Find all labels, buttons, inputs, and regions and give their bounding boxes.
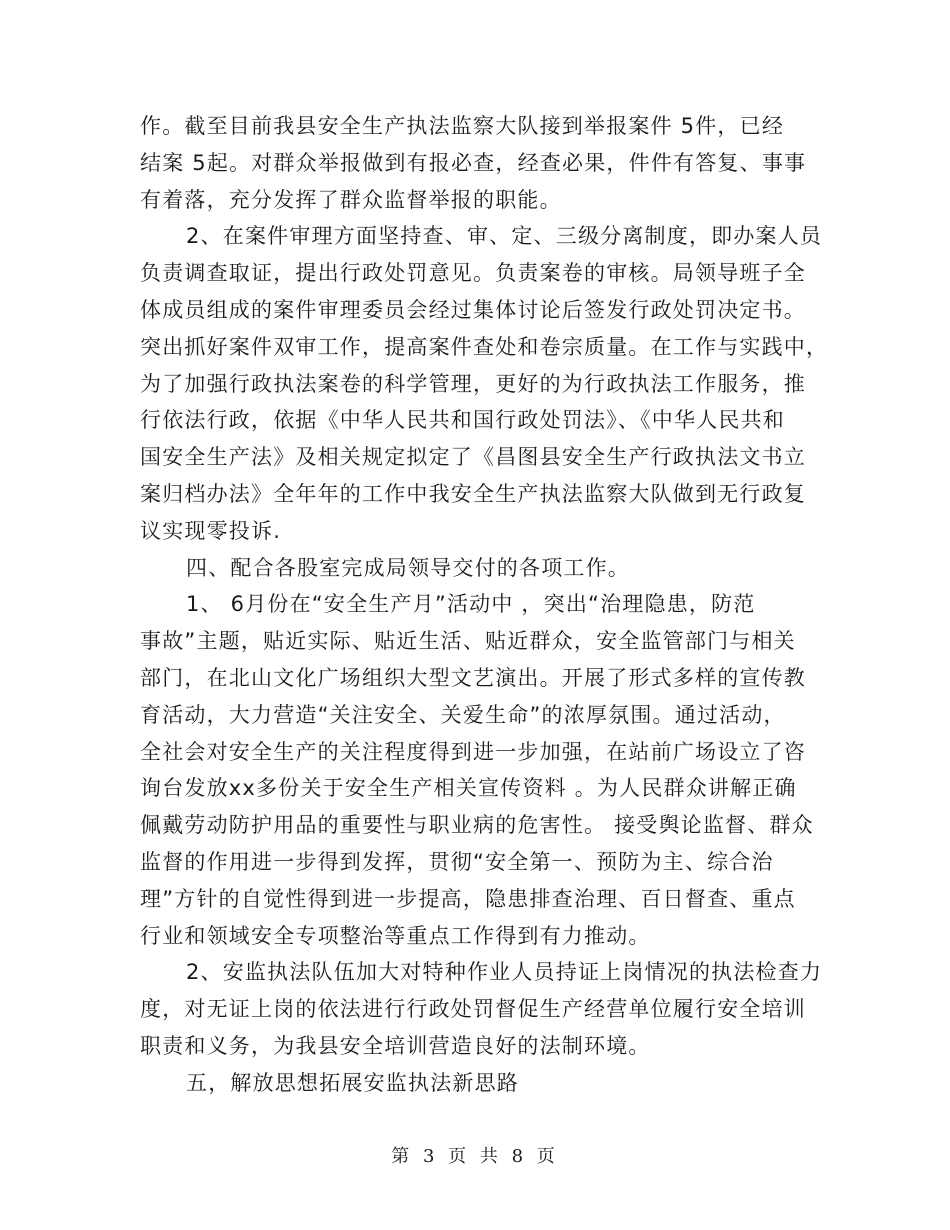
body-line: 体成员组成的案件审理委员会经过集体讨论后签发行政处罚决定书。 xyxy=(140,297,806,322)
body-line: 全社会对安全生产的关注程度得到进一步加强，在站前广场设立了咨 xyxy=(140,739,806,764)
document-body xyxy=(140,108,829,1102)
body-line: 有着落，充分发挥了群众监督举报的职能。 xyxy=(140,187,562,212)
body-line: 负责调查取证，提出行政处罚意见。负责案卷的审核。局领导班子全 xyxy=(140,261,806,286)
paragraph-start-line: 2、在案件审理方面坚持查、审、定、三级分离制度，即办案人员 xyxy=(186,224,823,249)
body-line: 案归档办法》全年年的工作中我安全生产执法监察大队做到无行政复 xyxy=(140,481,806,506)
body-line: 突出抓好案件双审工作，提高案件查处和卷宗质量。在工作与实践中， xyxy=(140,334,829,359)
body-line: 佩戴劳动防护用品的重要性与职业病的危害性。 接受舆论监督、群众 xyxy=(140,813,814,838)
body-line: 为了加强行政执法案卷的科学管理，更好的为行政执法工作服务，推 xyxy=(140,371,806,396)
body-line: 行依法行政，依据《中华人民共和国行政处罚法》、《中华人民共和 xyxy=(140,408,785,433)
paragraph-start-line: 2、安监执法队伍加大对特种作业人员持证上岗情况的执法检查力 xyxy=(186,960,823,985)
body-line: 部门，在北山文化广场组织大型文艺演出。开展了形式多样的宣传教 xyxy=(140,665,806,690)
body-line: 理”方针的自觉性得到进一步提高，隐患排查治理、百日督查、重点 xyxy=(140,886,796,911)
body-line: 度，对无证上岗的依法进行行政处罚督促生产经营单位履行安全培训 xyxy=(140,997,806,1022)
page-number-footer: 第 3 页 共 8 页 xyxy=(391,1146,559,1167)
body-line: 议实现零投诉. xyxy=(140,518,282,543)
section-heading: 四、配合各股室完成局领导交付的各项工作。 xyxy=(186,555,630,580)
body-line: 职责和义务，为我县安全培训营造良好的法制环境。 xyxy=(140,1033,651,1058)
body-line: 行业和领域安全专项整治等重点工作得到有力推动。 xyxy=(140,923,651,948)
section-heading: 五，解放思想拓展安监执法新思路 xyxy=(186,1070,519,1095)
paragraph-start-line: 1、 6月份在“安全生产月”活动中 ，突出“治理隐患，防范 xyxy=(186,592,756,617)
body-line: 监督的作用进一步得到发挥，贯彻“安全第一、预防为主、综合治 xyxy=(140,849,774,874)
body-line: 育活动，大力营造“关注安全、关爱生命”的浓厚氛围。通过活动， xyxy=(140,702,786,727)
body-line: 事故”主题，贴近实际、贴近生活、贴近群众，安全监管部门与相关 xyxy=(140,629,796,654)
body-line: 询台发放xx多份关于安全生产相关宣传资料 。为人民群众讲解正确 xyxy=(140,776,797,801)
body-line: 国安全生产法》及相关规定拟定了《昌图县安全生产行政执法文书立 xyxy=(140,445,806,470)
body-line: 结案 5起。对群众举报做到有报必查，经查必果，件件有答复、事事 xyxy=(140,150,807,175)
body-line: 作。截至目前我县安全生产执法监察大队接到举报案件 5件，已经 xyxy=(140,114,785,138)
